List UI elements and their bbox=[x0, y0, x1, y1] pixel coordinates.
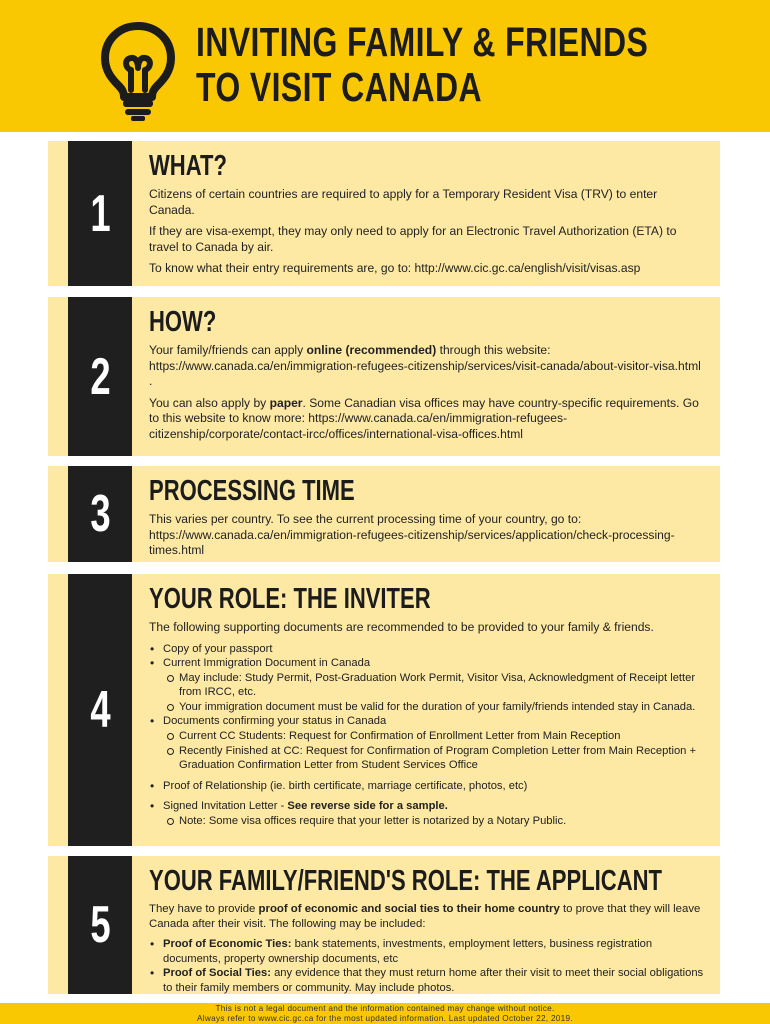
section-applicant-role bbox=[48, 856, 720, 994]
title-line-2: TO VISIT CANADA bbox=[196, 64, 482, 110]
bold-text: Proof of Social Ties: bbox=[163, 967, 271, 980]
section-number: 1 bbox=[89, 184, 111, 243]
section-content bbox=[149, 305, 706, 448]
section-paragraph: If they are visa-exempt, they may only need to apply for an Electronic Travel Authorization (ETA) to travel to Canada by air. bbox=[149, 224, 677, 254]
section-title: YOUR ROLE: THE INVITER bbox=[149, 583, 431, 615]
text-span: Your family/friends can apply bbox=[149, 343, 307, 357]
sub-list-item: Current CC Students: Request for Confirmation of Enrollment Letter from Main Reception bbox=[166, 729, 706, 744]
list-item bbox=[149, 656, 706, 714]
section-paragraph: Citizens of certain countries are required to apply for a Temporary Resident Visa (TRV) to enter Canada. bbox=[149, 187, 658, 217]
bold-text: online (recommended) bbox=[306, 343, 437, 357]
section-paragraph: The following supporting documents are recommended to be provided to your family & friends. bbox=[149, 620, 654, 634]
list-item-text: Current Immigration Document in Canada bbox=[163, 657, 371, 670]
list-item-text: any evidence that they must return home after their visit to meet their social obligations to their family members or community. May include photos. bbox=[163, 967, 704, 994]
page-title bbox=[196, 19, 649, 110]
section-content bbox=[149, 149, 706, 283]
bold-text: See reverse side for a sample. bbox=[287, 800, 448, 813]
section-what bbox=[48, 141, 720, 286]
section-inviter-role bbox=[48, 574, 720, 846]
section-title: PROCESSING TIME bbox=[149, 475, 355, 507]
list-item: • Copy of your passport bbox=[149, 642, 706, 657]
section-processing-time bbox=[48, 466, 720, 562]
lightbulb-icon bbox=[98, 18, 178, 122]
sub-list-item: Your immigration document must be valid for the duration of your family/friends intended stay in Canada. bbox=[166, 700, 706, 715]
section-number: 4 bbox=[89, 681, 111, 739]
list-item-text: bank statements, investments, employment letters, business registration documents, property ownership documents, etc bbox=[163, 938, 653, 965]
list-item: • Proof of Relationship (ie. birth certificate, marriage certificate, photos, etc) bbox=[149, 779, 706, 794]
section-paragraph: To know what their entry requirements are, go to: http://www.cic.gc.ca/english/visit/visas.asp bbox=[149, 261, 641, 275]
section-paragraph bbox=[149, 396, 706, 443]
title-line-1: INVITING FAMILY & FRIENDS bbox=[196, 19, 649, 65]
section-number-bar bbox=[68, 297, 132, 456]
list-item-text: Documents confirming your status in Canada bbox=[163, 715, 387, 728]
text-span: through this website: https://www.canada.ca/en/immigration-refugees-citizenship/services/visit-canada/about-visitor-visa.html . bbox=[149, 343, 701, 388]
section-number: 5 bbox=[89, 896, 111, 954]
footer-line-1: This is not a legal document and the information contained may change without notice. bbox=[215, 1004, 555, 1013]
text-span: You can also apply by bbox=[149, 395, 270, 410]
section-paragraph bbox=[149, 902, 706, 931]
section-content bbox=[149, 864, 706, 996]
section-how bbox=[48, 297, 720, 456]
footer-disclaimer bbox=[0, 1003, 770, 1024]
sub-list-item: May include: Study Permit, Post-Graduation Work Permit, Visitor Visa, Acknowledgment of Receipt letter from IRCC, etc. bbox=[166, 671, 706, 700]
section-paragraph bbox=[149, 343, 706, 390]
section-content bbox=[149, 474, 706, 565]
text-span: to prove that they will leave Canada after their visit. The following may be included: bbox=[149, 903, 701, 930]
sub-list bbox=[166, 729, 706, 773]
section-number-bar bbox=[68, 574, 132, 846]
section-paragraph: This varies per country. To see the current processing time of your country, go to: https://www.canada.ca/en/immigration-refugees-citizenship/services/application/check-processing-times.html bbox=[149, 512, 675, 557]
bold-text: paper bbox=[269, 395, 303, 410]
section-content bbox=[149, 582, 706, 829]
header-banner bbox=[0, 0, 770, 132]
sub-list-item: Recently Finished at CC: Request for Confirmation of Program Completion Letter from Main Reception + Graduation Confirmation Letter from Student Services Office bbox=[166, 744, 706, 773]
section-number: 3 bbox=[89, 485, 111, 543]
section-number-bar bbox=[68, 141, 132, 286]
ties-list bbox=[149, 937, 706, 995]
list-item bbox=[149, 966, 706, 995]
section-number: 2 bbox=[89, 347, 111, 406]
bold-text: Proof of Economic Ties: bbox=[163, 938, 292, 951]
document-list bbox=[149, 642, 706, 829]
list-item bbox=[149, 937, 706, 966]
section-title: YOUR FAMILY/FRIEND'S ROLE: THE APPLICANT bbox=[149, 865, 663, 897]
footer-line-2: Always refer to www.cic.gc.ca for the most updated information. Last updated October 22, 2019. bbox=[197, 1013, 573, 1023]
section-number-bar bbox=[68, 466, 132, 562]
section-title: HOW? bbox=[149, 306, 217, 338]
list-item bbox=[149, 799, 706, 828]
list-item-text: Signed Invitation Letter - bbox=[163, 800, 288, 813]
section-number-bar bbox=[68, 856, 132, 994]
sub-list bbox=[166, 814, 706, 829]
sub-list-item: Note: Some visa offices require that your letter is notarized by a Notary Public. bbox=[166, 814, 706, 829]
section-title: WHAT? bbox=[149, 150, 227, 182]
list-item bbox=[149, 714, 706, 772]
sub-list bbox=[166, 671, 706, 715]
text-span: . Some Canadian visa offices may have country-specific requirements. Go to this website to know more: https://www.canada.ca/en/immigration-refugees-citizenship/corporate/contact-ircc/offices/international-visa-offices.html bbox=[149, 395, 699, 441]
bold-text: proof of economic and social ties to their home country bbox=[258, 903, 560, 915]
text-span: They have to provide bbox=[149, 903, 259, 915]
